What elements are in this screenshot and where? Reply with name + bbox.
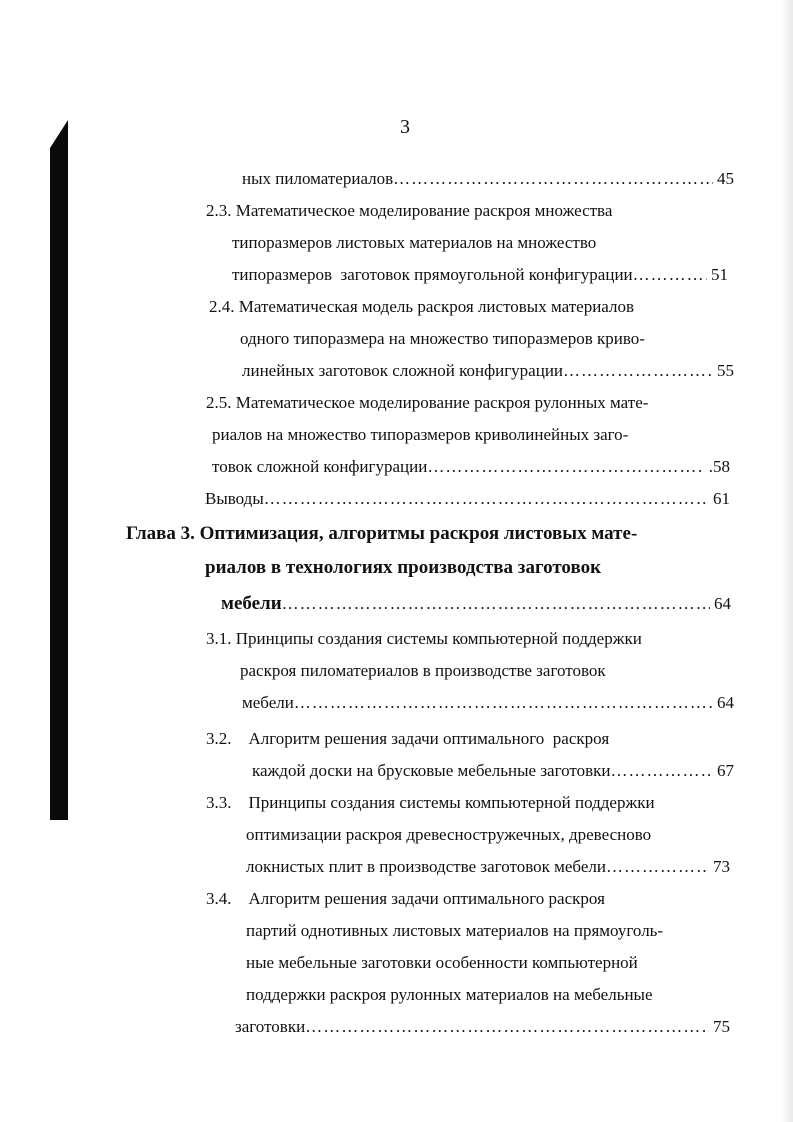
toc-entry-3-3-line1: 3.3. Принципы создания системы компьютерной поддержки	[206, 793, 655, 812]
toc-entry-2-5-line1: 2.5. Математическое моделирование раскроя рулонных мате-	[206, 393, 649, 412]
toc-entry-3-4-line1: 3.4. Алгоритм решения задачи оптимального раскроя	[206, 889, 605, 908]
toc-chapter-3-line2: риалов в технологиях производства заготовок	[205, 557, 602, 578]
toc-entry-text: мебели	[242, 693, 294, 712]
toc-entry-3-3-line3	[246, 856, 730, 878]
toc-entry-text: локнистых плит в производстве заготовок мебели	[246, 857, 606, 876]
toc-leader-dots	[611, 760, 713, 782]
toc-leader-dots	[563, 360, 713, 382]
toc-page-ref: 61	[713, 489, 730, 508]
toc-leader-dots	[427, 456, 704, 478]
toc-entry-text: типоразмеров заготовок прямоугольной конфигурации	[232, 265, 633, 284]
toc-page-ref: 51	[711, 265, 728, 284]
toc-entry-3-4-line5	[235, 1016, 730, 1038]
toc-entry-text: ных пиломатериалов	[242, 169, 394, 188]
toc-entry-3-2-line1: 3.2. Алгоритм решения задачи оптимального раскроя	[206, 729, 610, 748]
scan-shadow	[781, 0, 793, 1122]
toc-page-ref: 64	[714, 594, 731, 613]
toc-entry-3-4-line4: поддержки раскроя рулонных материалов на мебельные	[246, 985, 653, 1004]
toc-entry-conclusions	[205, 488, 730, 510]
toc-entry-3-1-line2: раскроя пиломатериалов в производстве заготовок	[240, 661, 606, 680]
toc-page-ref: 73	[713, 857, 730, 876]
toc-entry-2-3-line2: типоразмеров листовых материалов на множество	[232, 233, 597, 252]
toc-entry-2-2-end	[242, 168, 734, 190]
toc-chapter-3-line1: Глава 3. Оптимизация, алгоритмы раскроя листовых мате-	[126, 523, 638, 544]
toc-entry-2-4-line1: 2.4. Математическая модель раскроя листовых материалов	[209, 297, 634, 316]
toc-entry-text: Выводы	[205, 489, 264, 508]
toc-entry-2-5-line2: риалов на множество типоразмеров криволинейных заго-	[212, 425, 629, 444]
toc-entry-3-4-line3: ные мебельные заготовки особенности компьютерной	[246, 953, 638, 972]
toc-page-ref: 64	[717, 693, 734, 712]
toc-leader-dots	[393, 168, 713, 190]
toc-entry-2-4-line2: одного типоразмера на множество типоразмеров криво-	[240, 329, 645, 348]
toc-leader-dots	[264, 488, 709, 510]
toc-entry-3-1-line1: 3.1. Принципы создания системы компьютерной поддержки	[206, 629, 642, 648]
toc-leader-dots	[633, 264, 707, 286]
toc-page-ref: 45	[717, 169, 734, 188]
toc-page-ref: .58	[708, 457, 730, 476]
page-number: 3	[400, 116, 410, 138]
toc-chapter-3-line3	[221, 592, 731, 616]
toc-page-ref: 55	[717, 361, 734, 380]
toc-leader-dots	[282, 593, 710, 615]
toc-entry-3-2-line2	[252, 760, 734, 782]
toc-entry-2-3-line3	[232, 264, 728, 286]
toc-entry-text: товок сложной конфигурации	[212, 457, 428, 476]
toc-entry-3-3-line2: оптимизации раскроя древесностружечных, древесново	[246, 825, 652, 844]
toc-entry-2-5-line3	[212, 456, 730, 478]
toc-entry-text: каждой доски на брусковые мебельные заготовки	[252, 761, 611, 780]
toc-entry-2-4-line3	[242, 360, 734, 382]
scan-binding-edge	[50, 120, 68, 820]
toc-entry-3-4-line2: партий однотивных листовых материалов на прямоуголь-	[246, 921, 664, 940]
toc-entry-2-3-line1: 2.3. Математическое моделирование раскроя множества	[206, 201, 613, 220]
toc-page-ref: 67	[717, 761, 734, 780]
toc-entry-text: мебели	[221, 593, 282, 614]
toc-entry-3-1-line3	[242, 692, 734, 714]
toc-leader-dots	[294, 692, 713, 714]
toc-entry-text: заготовки	[235, 1017, 306, 1036]
toc-leader-dots	[606, 856, 709, 878]
toc-entry-text: линейных заготовок сложной конфигурации	[242, 361, 564, 380]
toc-page-ref: 75	[713, 1017, 730, 1036]
toc-leader-dots	[305, 1016, 709, 1038]
